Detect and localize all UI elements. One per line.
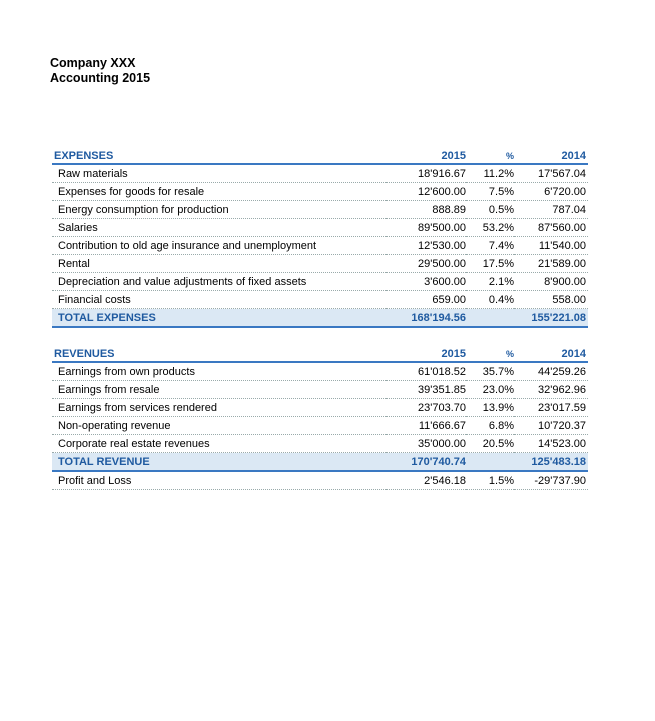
value-2015: 35'000.00	[386, 435, 466, 453]
value-pct: 23.0%	[466, 381, 514, 399]
value-pct: 35.7%	[466, 362, 514, 381]
table-row	[52, 273, 588, 291]
value-2014: 10'720.37	[514, 417, 588, 435]
row-label: Salaries	[52, 219, 386, 237]
value-2014: 14'523.00	[514, 435, 588, 453]
value-2014: 6'720.00	[514, 183, 588, 201]
row-label: Earnings from services rendered	[52, 399, 386, 417]
table-row	[52, 417, 588, 435]
document-title	[50, 56, 150, 86]
value-2014: 11'540.00	[514, 237, 588, 255]
row-label: Rental	[52, 255, 386, 273]
value-pct: 13.9%	[466, 399, 514, 417]
col-2015-header: 2015	[386, 148, 466, 164]
profit-loss-label: Profit and Loss	[52, 471, 386, 490]
value-2014: 44'259.26	[514, 362, 588, 381]
value-pct: 53.2%	[466, 219, 514, 237]
revenues-header-row	[52, 346, 588, 362]
total-label: TOTAL EXPENSES	[52, 309, 386, 328]
value-2015: 61'018.52	[386, 362, 466, 381]
total-pct	[466, 453, 514, 472]
value-pct: 7.4%	[466, 237, 514, 255]
table-row	[52, 164, 588, 183]
profit-loss-pct: 1.5%	[466, 471, 514, 490]
value-2015: 29'500.00	[386, 255, 466, 273]
company-name: Company XXX	[50, 56, 136, 70]
total-label: TOTAL REVENUE	[52, 453, 386, 472]
row-label: Contribution to old age insurance and unemployment	[52, 237, 386, 255]
expenses-total-row	[52, 309, 588, 328]
value-2015: 12'600.00	[386, 183, 466, 201]
revenues-table	[52, 346, 588, 490]
value-pct: 17.5%	[466, 255, 514, 273]
col-2014-header: 2014	[514, 346, 588, 362]
expenses-heading: EXPENSES	[52, 148, 386, 164]
expenses-header-row	[52, 148, 588, 164]
value-pct: 20.5%	[466, 435, 514, 453]
table-row	[52, 362, 588, 381]
value-2015: 3'600.00	[386, 273, 466, 291]
profit-loss-row	[52, 471, 588, 490]
value-pct: 0.5%	[466, 201, 514, 219]
total-2014: 125'483.18	[514, 453, 588, 472]
value-2015: 12'530.00	[386, 237, 466, 255]
value-2014: 23'017.59	[514, 399, 588, 417]
value-2014: 87'560.00	[514, 219, 588, 237]
table-row	[52, 255, 588, 273]
col-pct-header: %	[466, 346, 514, 362]
revenues-heading: REVENUES	[52, 346, 386, 362]
value-2015: 39'351.85	[386, 381, 466, 399]
row-label: Raw materials	[52, 164, 386, 183]
total-2014: 155'221.08	[514, 309, 588, 328]
expenses-table	[52, 148, 588, 328]
revenues-total-row	[52, 453, 588, 472]
table-row	[52, 399, 588, 417]
col-pct-header: %	[466, 148, 514, 164]
value-pct: 7.5%	[466, 183, 514, 201]
value-2015: 18'916.67	[386, 164, 466, 183]
value-2015: 888.89	[386, 201, 466, 219]
table-row	[52, 381, 588, 399]
total-2015: 168'194.56	[386, 309, 466, 328]
total-2015: 170'740.74	[386, 453, 466, 472]
table-row	[52, 435, 588, 453]
value-pct: 11.2%	[466, 164, 514, 183]
table-row	[52, 237, 588, 255]
value-pct: 0.4%	[466, 291, 514, 309]
row-label: Depreciation and value adjustments of fixed assets	[52, 273, 386, 291]
value-2014: 32'962.96	[514, 381, 588, 399]
value-pct: 2.1%	[466, 273, 514, 291]
row-label: Corporate real estate revenues	[52, 435, 386, 453]
value-2014: 21'589.00	[514, 255, 588, 273]
row-label: Earnings from own products	[52, 362, 386, 381]
total-pct	[466, 309, 514, 328]
row-label: Expenses for goods for resale	[52, 183, 386, 201]
value-2015: 659.00	[386, 291, 466, 309]
row-label: Non-operating revenue	[52, 417, 386, 435]
row-label: Energy consumption for production	[52, 201, 386, 219]
report-subtitle: Accounting 2015	[50, 71, 151, 85]
row-label: Financial costs	[52, 291, 386, 309]
profit-loss-2015: 2'546.18	[386, 471, 466, 490]
col-2015-header: 2015	[386, 346, 466, 362]
profit-loss-2014: -29'737.90	[514, 471, 588, 490]
table-row	[52, 183, 588, 201]
value-pct: 6.8%	[466, 417, 514, 435]
col-2014-header: 2014	[514, 148, 588, 164]
row-label: Earnings from resale	[52, 381, 386, 399]
value-2015: 89'500.00	[386, 219, 466, 237]
table-row	[52, 219, 588, 237]
value-2014: 787.04	[514, 201, 588, 219]
table-row	[52, 201, 588, 219]
value-2014: 8'900.00	[514, 273, 588, 291]
value-2015: 11'666.67	[386, 417, 466, 435]
table-row	[52, 291, 588, 309]
value-2015: 23'703.70	[386, 399, 466, 417]
value-2014: 558.00	[514, 291, 588, 309]
value-2014: 17'567.04	[514, 164, 588, 183]
